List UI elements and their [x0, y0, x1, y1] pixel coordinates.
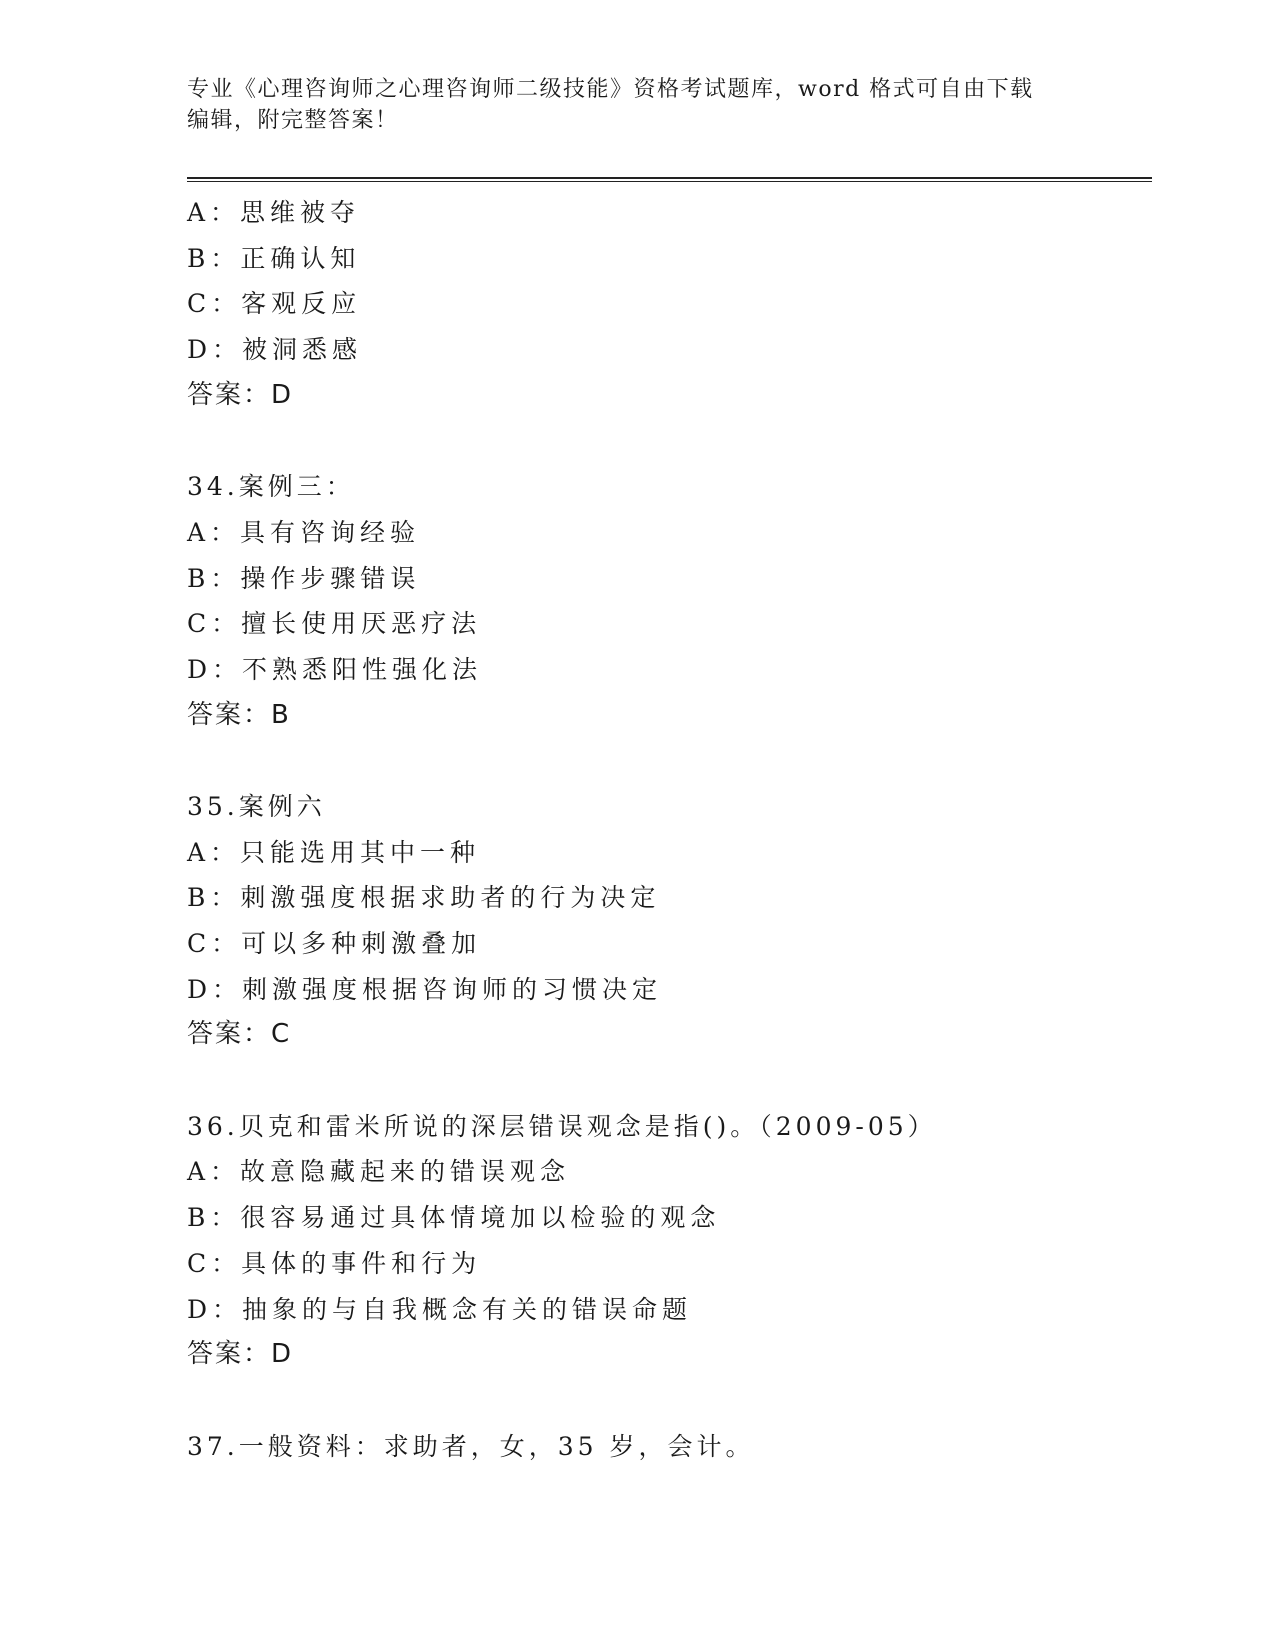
question-block — [187, 464, 1147, 738]
header-line-2: 编辑，附完整答案！ — [187, 108, 399, 133]
option-c: C：客观反应 — [187, 289, 362, 319]
question-block — [187, 784, 1147, 1058]
spacer — [187, 1058, 1147, 1104]
answer-line: 答案：C — [187, 1019, 292, 1050]
question-stem: 36.贝克和雷米所说的深层错误观念是指()。（2009-05） — [187, 1111, 937, 1141]
document-header — [187, 74, 1087, 136]
header-line-1: 专业《心理咨询师之心理咨询师二级技能》资格考试题库，word 格式可自由下载 — [187, 77, 1034, 102]
option-d: D：抽象的与自我概念有关的错误命题 — [187, 1294, 693, 1324]
answer-line: 答案：D — [187, 379, 294, 410]
option-d: D：被洞悉感 — [187, 335, 363, 365]
question-list — [187, 190, 1147, 1469]
option-b: B：很容易通过具体情境加以检验的观念 — [187, 1203, 721, 1233]
option-d: D：不熟悉阳性强化法 — [187, 654, 483, 684]
option-a: A：具有咨询经验 — [187, 517, 421, 547]
header-divider — [187, 177, 1152, 182]
option-b: B：正确认知 — [187, 243, 361, 273]
option-b: B：操作步骤错误 — [187, 563, 421, 593]
option-a: A：故意隐藏起来的错误观念 — [187, 1157, 571, 1187]
answer-line: 答案：D — [187, 1339, 294, 1370]
question-stem: 35.案例六 — [187, 791, 326, 821]
option-b: B：刺激强度根据求助者的行为决定 — [187, 883, 661, 913]
question-block — [187, 190, 1147, 418]
spacer — [187, 1378, 1147, 1424]
option-a: A：思维被夺 — [187, 198, 361, 227]
question-block — [187, 1104, 1147, 1378]
option-c: C：擅长使用厌恶疗法 — [187, 609, 482, 639]
option-c: C：具体的事件和行为 — [187, 1248, 482, 1278]
answer-line: 答案：B — [187, 699, 291, 730]
question-block — [187, 1424, 1147, 1470]
option-c: C：可以多种刺激叠加 — [187, 929, 482, 958]
question-stem: 37.一般资料：求助者，女，35 岁，会计。 — [187, 1431, 755, 1461]
spacer — [187, 418, 1147, 464]
option-a: A：只能选用其中一种 — [187, 837, 481, 867]
option-d: D：刺激强度根据咨询师的习惯决定 — [187, 974, 663, 1004]
spacer — [187, 738, 1147, 784]
question-stem: 34.案例三： — [187, 472, 355, 502]
